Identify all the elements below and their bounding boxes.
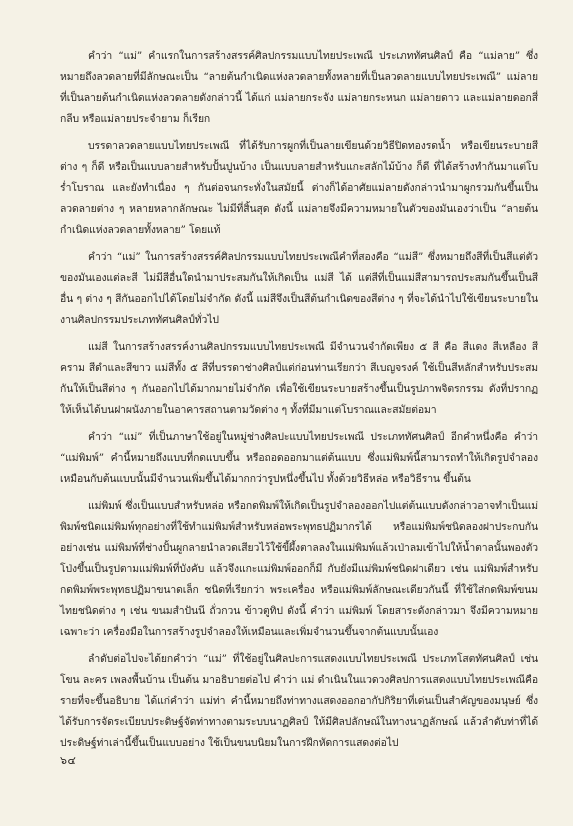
page-number: ๖๔	[60, 754, 77, 767]
paragraph: บรรดาลวดลายแบบไทยประเพณี ที่ได้รับการผูกที่เป็นลายเขียนด้วยวิธีปิดทองรดน้ำ หรือเขียนระบายสีต่าง ๆ ก็ดี หรือเป็นแบบลายสำหรับปั้นปูนบ้าง เป็นแบบลายสำหรับแกะสลักไม้บ้าง ก็ดี ที่ได้สร้างทำกันมาแต่โบร่ำโบราณ และยังทำเนื่อง ๆ กันต่อจนกระทั่งในสมัยนี้ ต่างก็ได้อาศัยแม่ลายดังกล่าวนำมาผูกรวมกันขึ้นเป็นลวดลายต่าง ๆ หลายหลากลักษณะ ไม่มีที่สิ้นสุด ดังนี้ แม่ลายจึงมีความหมายในตัวของมันเองว่าเป็น “ลายต้นกำเนิดแห่งลวดลายทั้งหลาย” โดยแท้	[60, 140, 538, 236]
paragraph: แม่พิมพ์ ซึ่งเป็นแบบสำหรับหล่อ หรือกดพิมพ์ให้เกิดเป็นรูปจำลองออกไปแต่ต้นแบบดังกล่าวอาจทำเป็นแม่พิมพ์ชนิดแม่พิมพ์ทุกอย่างที่ใช้ทำแม่พิมพ์สำหรับหล่อพระพุทธปฏิมากรได้ หรือแม่พิมพ์ชนิดลองฝาประกบกัน อย่างเช่น แม่พิมพ์ที่ช่างปั้นผูกลายนำลวดเสียวไว้ใช้ขี้ผึ้งตาลลงในแม่พิมพ์แล้วเป่าลมเข้าไปให้น้ำตาลนั้นพองตัวโป่งขึ้นเป็นรูปตามแม่พิมพ์ที่บังคับ แล้วจึงแกะแม่พิมพ์ออกก็มี กับยังมีแม่พิมพ์ชนิดฝาเดียว เช่น แม่พิมพ์สำหรับกดพิมพ์พระพุทธปฏิมาขนาดเล็ก ชนิดที่เรียกว่า พระเครื่อง หรือแม่พิมพ์ลักษณะเดียวกันนี้ ที่ใช้ใส่กดพิมพ์ขนมไทยชนิดต่าง ๆ เช่น ขนมสำปันนี ถั่วกวน ข้าวตูทิป ดังนี้ คำว่า แม่พิมพ์ โดยสาระดังกล่าวมา จึงมีความหมายเฉพาะว่า เครื่องมือในการสร้างรูปจำลองให้เหมือนและเพิ่มจำนวนขึ้นจากต้นแบบนั้นเอง	[60, 500, 538, 638]
document-body	[60, 46, 538, 760]
paragraph: คำว่า “แม่” คำแรกในการสร้างสรรค์ศิลปกรรมแบบไทยประเพณี ประเภททัศนศิลป์ คือ “แม่ลาย” ซึ่งหมายถึงลวดลายที่มีลักษณะเป็น “ลายต้นกำเนิดแห่งลวดลายทั้งหลายที่เป็นลวดลายแบบไทยประเพณี” แม่ลายที่เป็นลายต้นกำเนิดแห่งลวดลายดังกล่าวนี้ ได้แก่ แม่ลายกระจัง แม่ลายกระหนก แม่ลายดาว และแม่ลายดอกสี่กลีบ หรือแม่ลายประจำยาม ก็เรียก	[60, 50, 538, 125]
paragraph: คำว่า “แม่” ในการสร้างสรรค์ศิลปกรรมแบบไทยประเพณีคำที่สองคือ “แม่สี” ซึ่งหมายถึงสีที่เป็นสีแต่ตัวของมันเองแต่ละสี ไม่มีสีอื่นใดนำมาประสมกันให้เกิดเป็น แม่สี ได้ แต่สีที่เป็นแม่สีสามารถประสมกันขึ้นเป็นสีอื่น ๆ ต่าง ๆ สีกันออกไปได้โดยไม่จำกัด ดังนี้ แม่สีจึงเป็นสีต้นกำเนิดของสีต่าง ๆ ที่จะได้นำไปใช้เขียนระบายในงานศิลปกรรมประเภททัศนศิลป์ทั่วไป	[60, 251, 538, 326]
paragraph: แม่สี ในการสร้างสรรค์งานศิลปกรรมแบบไทยประเพณี มีจำนวนจำกัดเพียง ๕ สี คือ สีแดง สีเหลือง สีคราม สีดำและสีขาว แม่สีทั้ง ๕ สีที่บรรดาช่างศิลป์แต่ก่อนท่านเรียกว่า สีเบญจรงค์ ใช้เป็นสีหลักสำหรับประสมกันให้เป็นสีต่าง ๆ กันออกไปได้มากมายไม่จำกัด เพื่อใช้เขียนระบายสร้างขึ้นเป็นรูปภาพจิตรกรรม ดังที่ปรากฏให้เห็นได้บนฝาผนังภายในอาคารสถานตามวัดต่าง ๆ ทั้งที่มีมาแต่โบราณและสมัยต่อมา	[60, 341, 538, 416]
paragraph: ลำดับต่อไปจะได้ยกคำว่า “แม่” ที่ใช้อยู่ในศิลปะการแสดงแบบไทยประเพณี ประเภทโสตทัศนศิลป์ เช่น โขน ละคร เพลงพื้นบ้าน เป็นต้น มาอธิบายต่อไป คำว่า แม่ ดำเนินในแวดวงศิลปการแสดงแบบไทยประเพณีคือรายที่จะขึ้นอธิบาย ได้แก่คำว่า แม่ท่า คำนี้หมายถึงท่าทางแสดงออกอากัปกิริยาที่เด่นเป็นสำคัญของมนุษย์ ซึ่งได้รับการจัดระเบียบประดิษฐ์จัดท่าทางตามระบบนาฏศิลป์ ให้มีศิลปลักษณ์ในทางนาฏลักษณ์ แล้วลำดับท่าที่ได้ประดิษฐ์ท่าเล่านี้ขึ้นเป็นแบบอย่าง ใช้เป็นขนบนิยมในการฝึกหัดการแสดงต่อไป	[60, 653, 538, 749]
paragraph: คำว่า “แม่” ที่เป็นภาษาใช้อยู่ในหมู่ช่างศิลปะแบบไทยประเพณี ประเภททัศนศิลป์ อีกคำหนึ่งคือ คำว่า “แม่พิมพ์” คำนี้หมายถึงแบบที่กดแบบขึ้น หรือถอดออกมาแต่ต้นแบบ ซึ่งแม่พิมพ์นี้สามารถทำให้เกิดรูปจำลองเหมือนกับต้นแบบนั้นมีจำนวนเพิ่มขึ้นได้มากกว่ารูปหนึ่งขึ้นไป ทั้งด้วยวิธีหล่อ หรือวิธีราน ขึ้นต้น	[60, 431, 538, 485]
